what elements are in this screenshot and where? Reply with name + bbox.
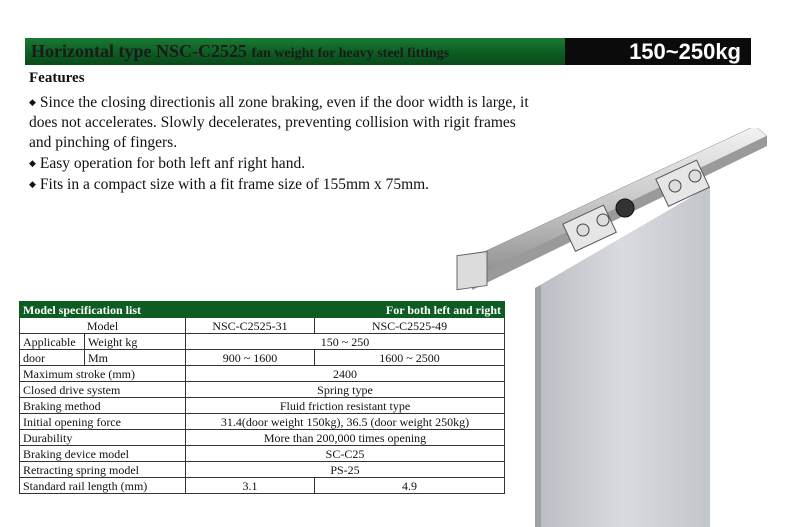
table-row: Initial opening force 31.4(door weight 150kg), 36.5 (door weight 250kg) bbox=[20, 414, 505, 430]
bullet-icon: ◆ bbox=[29, 97, 36, 107]
table-row bbox=[20, 334, 505, 350]
end-cap bbox=[457, 252, 487, 290]
model-label: Model bbox=[20, 318, 186, 334]
header-bar bbox=[25, 38, 751, 65]
table-row: Closed drive system Spring type bbox=[20, 382, 505, 398]
rail-label: Standard rail length (mm) bbox=[20, 478, 186, 494]
table-row: Maximum stroke (mm) 2400 bbox=[20, 366, 505, 382]
weight-range: 150~250kg bbox=[629, 39, 741, 64]
weight-label: Weight kg bbox=[85, 334, 186, 350]
spec-note: For both left and right bbox=[186, 302, 505, 318]
feature-line: ◆ Easy operation for both left anf right hand. bbox=[29, 155, 306, 172]
table-row: Durability More than 200,000 times opening bbox=[20, 430, 505, 446]
table-row bbox=[20, 350, 505, 366]
title-main: Horizontal type NSC-C2525 bbox=[31, 41, 247, 61]
header-title-band bbox=[25, 38, 565, 65]
feature-line: and pinching of fingers. bbox=[29, 134, 178, 151]
table-row: Braking device model SC-C25 bbox=[20, 446, 505, 462]
table-row bbox=[20, 318, 505, 334]
feature-line: ◆ Fits in a compact size with a fit frame size of 155mm x 75mm. bbox=[29, 176, 430, 193]
applicable-label: Applicable bbox=[20, 334, 85, 350]
mm-value-49: 1600 ~ 2500 bbox=[315, 350, 505, 366]
spec-title: Model specification list bbox=[20, 302, 186, 318]
table-row: Retracting spring model PS-25 bbox=[20, 462, 505, 478]
spec-header-row bbox=[20, 302, 505, 318]
rail-value-49: 4.9 bbox=[315, 478, 505, 494]
door-edge bbox=[535, 285, 541, 527]
table-row bbox=[20, 478, 505, 494]
table-row: Braking method Fluid friction resistant type bbox=[20, 398, 505, 414]
mm-value-31: 900 ~ 1600 bbox=[186, 350, 315, 366]
feature-line: does not accelerates. Slowly decelerates, preventing collision with rigit frames bbox=[29, 114, 516, 131]
door-label: door bbox=[20, 350, 85, 366]
mm-label: Mm bbox=[85, 350, 186, 366]
rail-value-31: 3.1 bbox=[186, 478, 315, 494]
weight-band bbox=[565, 38, 751, 65]
bullet-icon: ◆ bbox=[29, 158, 36, 168]
title-sub: fan weight for heavy steel fittings bbox=[251, 46, 450, 61]
page-title bbox=[31, 41, 449, 62]
model-49: NSC-C2525-49 bbox=[315, 318, 505, 334]
feature-line: ◆ Since the closing directionis all zone braking, even if the door width is large, it bbox=[29, 94, 529, 111]
bullet-icon: ◆ bbox=[29, 179, 36, 189]
model-31: NSC-C2525-31 bbox=[186, 318, 315, 334]
features-heading: Features bbox=[29, 70, 85, 86]
weight-value: 150 ~ 250 bbox=[186, 334, 505, 350]
spec-table bbox=[19, 301, 505, 494]
